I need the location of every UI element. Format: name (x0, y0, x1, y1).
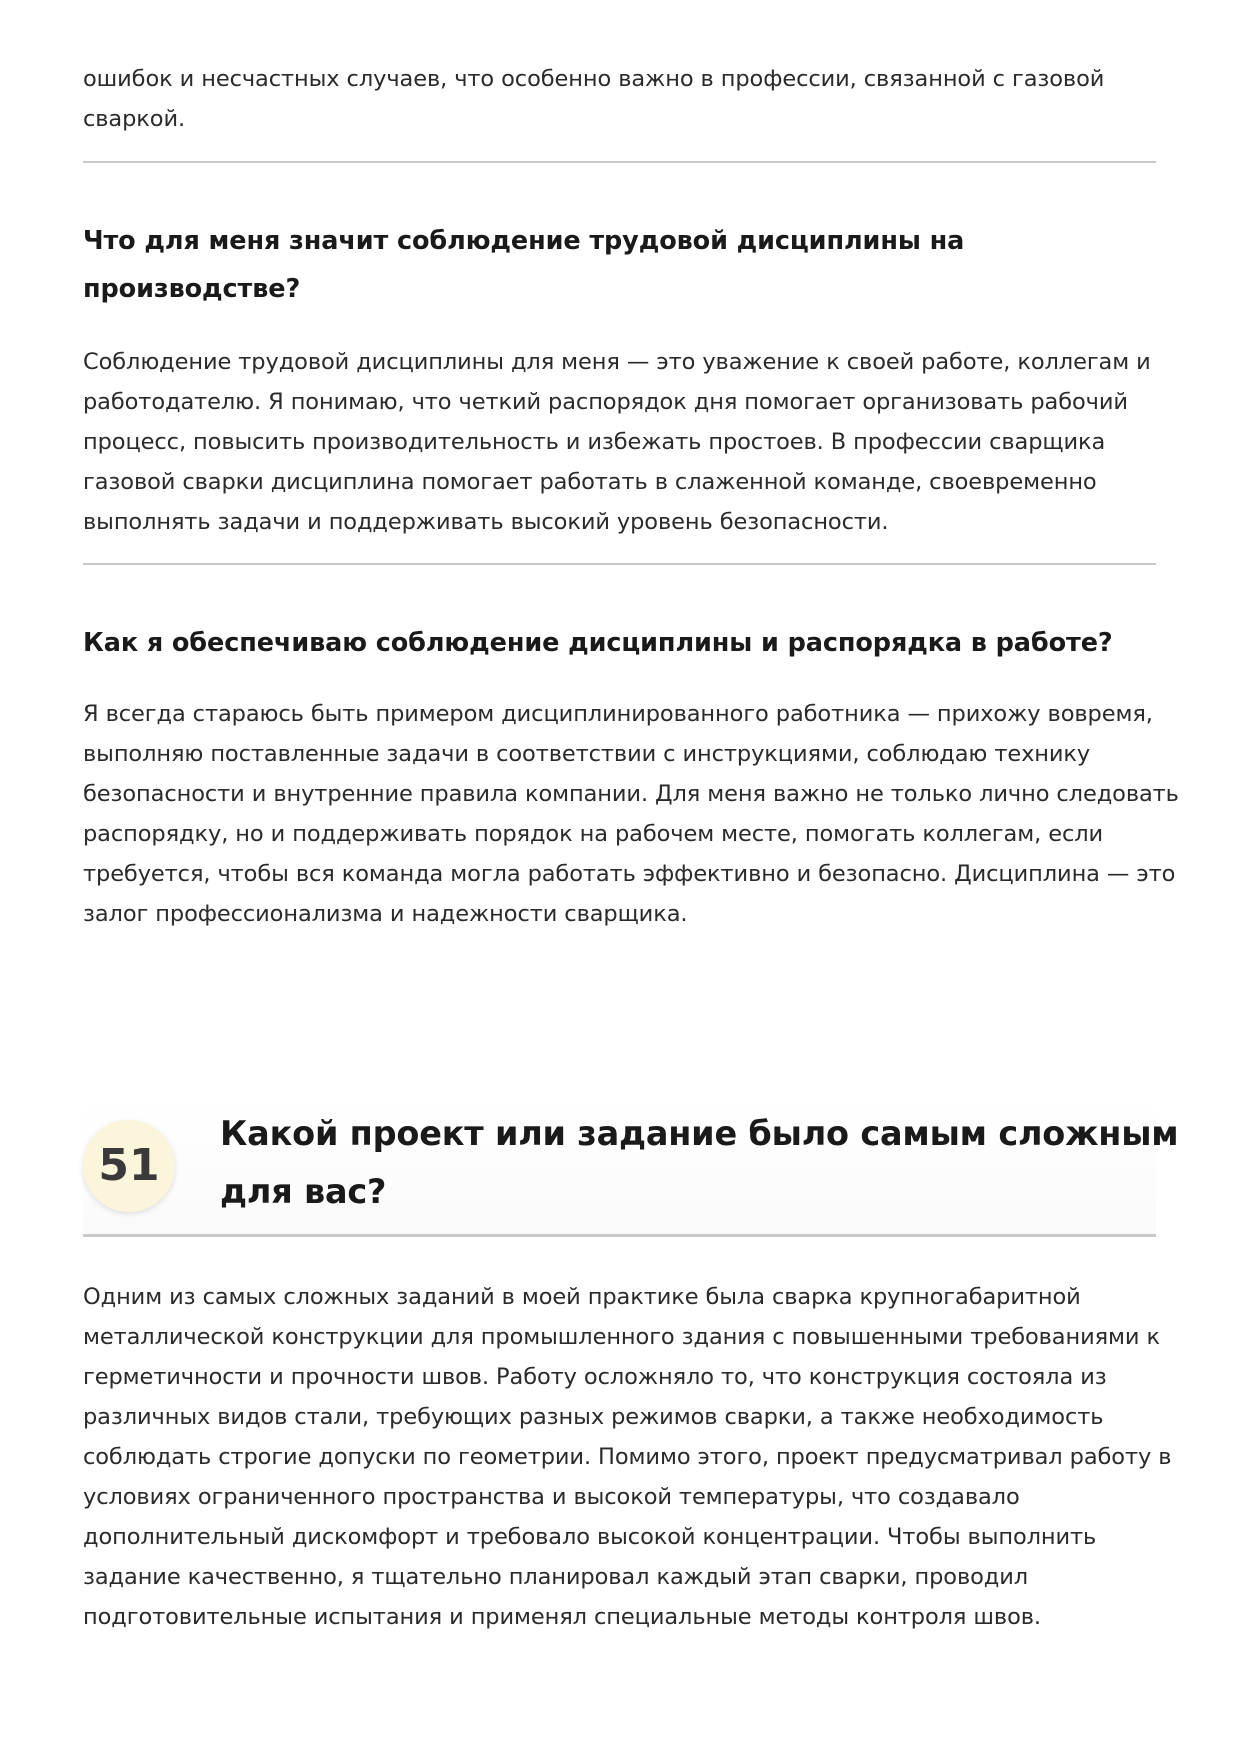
paragraph-line: газовой сварки дисциплина помогает работать в слаженной команде, своевременно (83, 469, 1097, 495)
question-section-header (83, 1100, 1179, 1237)
paragraph-line: задание качественно, я тщательно планировал каждый этап сварки, проводил (83, 1564, 1029, 1590)
paragraph-line: сваркой. (83, 106, 186, 132)
paragraph-line: различных видов стали, требующих разных режимов сварки, а также необходимость (83, 1404, 1104, 1430)
paragraph-line: выполнять задачи и поддерживать высокий уровень безопасности. (83, 509, 889, 535)
question-heading (83, 619, 1113, 667)
answer-paragraph (83, 342, 1151, 542)
paragraph-line: ошибок и несчастных случаев, что особенно важно в профессии, связанной с газовой (83, 66, 1105, 92)
heading-line: Что для меня значит соблюдение трудовой дисциплины на (83, 226, 965, 256)
paragraph-line: требуется, чтобы вся команда могла работать эффективно и безопасно. Дисциплина — это (83, 861, 1176, 887)
question-title (220, 1105, 1178, 1221)
paragraph-line: металлической конструкции для промышленного здания с повышенными требованиями к (83, 1324, 1160, 1350)
title-line: Какой проект или задание было самым сложным (220, 1114, 1179, 1153)
section-divider (83, 563, 1156, 565)
title-line: для вас? (220, 1172, 387, 1211)
paragraph-line: Соблюдение трудовой дисциплины для меня — это уважение к своей работе, коллегам и (83, 349, 1151, 375)
paragraph-line: Я всегда стараюсь быть примером дисциплинированного работника — прихожу вовремя, (83, 701, 1153, 727)
paragraph-line: подготовительные испытания и применял специальные методы контроля швов. (83, 1604, 1041, 1630)
paragraph-line: распорядку, но и поддерживать порядок на рабочем месте, помогать коллегам, если (83, 821, 1104, 847)
paragraph-line: дополнительный дискомфорт и требовало высокой концентрации. Чтобы выполнить (83, 1524, 1097, 1550)
question-heading (83, 217, 964, 313)
paragraph-line: выполняю поставленные задачи в соответствии с инструкциями, соблюдаю технику (83, 741, 1091, 767)
paragraph-line: работодателю. Я понимаю, что четкий распорядок дня помогает организовать рабочий (83, 389, 1128, 415)
heading-line: Как я обеспечиваю соблюдение дисциплины и распорядка в работе? (83, 628, 1113, 658)
question-number-badge (83, 1120, 175, 1212)
paragraph-line: герметичности и прочности швов. Работу осложняло то, что конструкция состояла из (83, 1364, 1107, 1390)
paragraph-line: соблюдать строгие допуски по геометрии. Помимо этого, проект предусматривал работу в (83, 1444, 1172, 1470)
question-number: 51 (98, 1140, 160, 1191)
paragraph-line: безопасности и внутренние правила компании. Для меня важно не только лично следовать (83, 781, 1179, 807)
intro-paragraph (83, 59, 1104, 139)
heading-line: производстве? (83, 274, 301, 304)
paragraph-line: залог профессионализма и надежности сварщика. (83, 901, 688, 927)
paragraph-line: условиях ограниченного пространства и высокой температуры, что создавало (83, 1484, 1020, 1510)
section-divider (83, 161, 1156, 163)
answer-paragraph (83, 1277, 1171, 1637)
answer-paragraph (83, 694, 1179, 934)
paragraph-line: Одним из самых сложных заданий в моей практике была сварка крупногабаритной (83, 1284, 1081, 1310)
paragraph-line: процесс, повысить производительность и избежать простоев. В профессии сварщика (83, 429, 1106, 455)
